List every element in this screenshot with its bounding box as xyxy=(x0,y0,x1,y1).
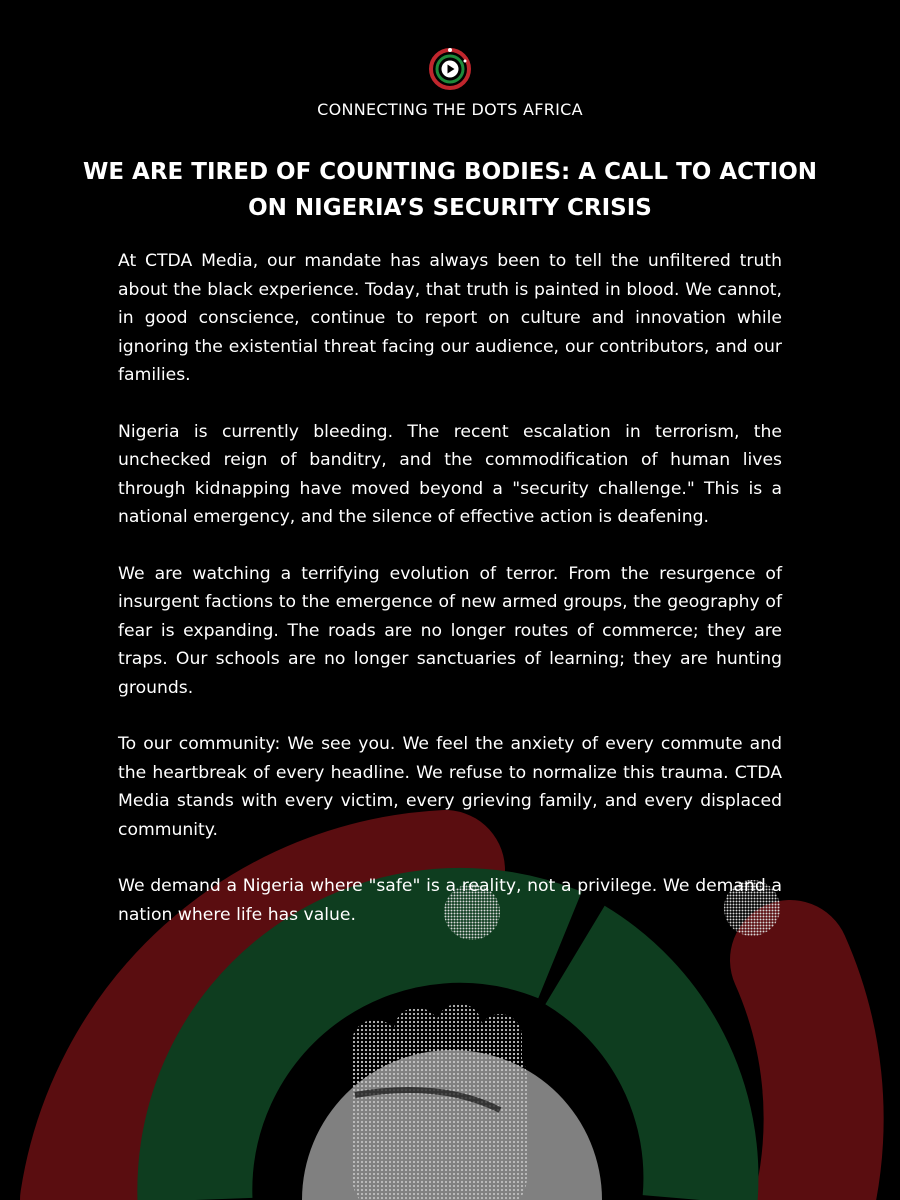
paragraph-4: To our community: We see you. We feel the anxiety of every commute and the heartbreak of every headline. We refuse to normalize this trauma. CTDA Media stands with every victim, every grieving family, and every displaced community. xyxy=(118,734,782,840)
paragraph-3: We are watching a terrifying evolution of terror. From the resurgence of insurgent factions to the emergence of new armed groups, the geography of fear is expanding. The roads are no longer routes of commerce; they are traps. Our schools are no longer sanctuaries of learning; they are hunting grounds. xyxy=(118,563,782,698)
article-body xyxy=(118,247,782,957)
ctda-logo xyxy=(428,47,472,91)
paragraph-1: At CTDA Media, our mandate has always been to tell the unfiltered truth about the black experience. Today, that truth is painted in blood. We cannot, in good conscience, continue to report on culture and innovation while ignoring the existential threat facing our audience, our contributors, and our families. xyxy=(118,251,782,385)
paragraph-5: We demand a Nigeria where "safe" is a reality, not a privilege. We demand a nation where life has value. xyxy=(118,876,782,925)
brand-name: CONNECTING THE DOTS AFRICA xyxy=(317,100,583,119)
paragraph-2: Nigeria is currently bleeding. The recent escalation in terrorism, the unchecked reign of banditry, and the commodification of human lives through kidnapping have moved beyond a "security challenge." This is a national emergency, and the silence of effective action is deafening. xyxy=(118,421,782,527)
article-headline: WE ARE TIRED OF COUNTING BODIES: A CALL TO ACTION ON NIGERIA’S SECURITY CRISIS xyxy=(82,159,818,221)
